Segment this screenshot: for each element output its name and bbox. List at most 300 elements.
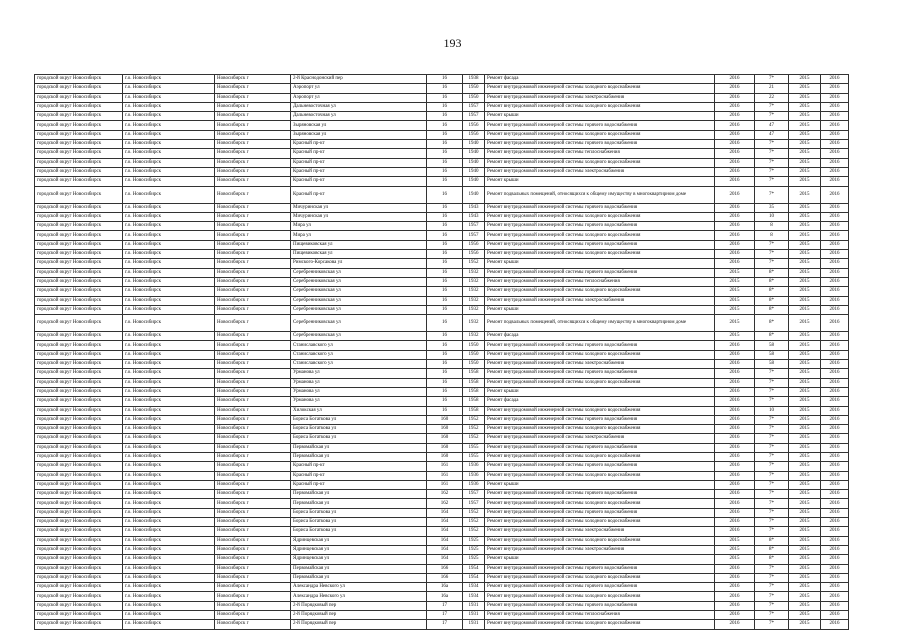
cell-start-year: 2015 [789,167,821,176]
cell-plan-year: 2016 [715,186,755,203]
cell-start-year: 2015 [789,527,821,536]
cell-end-year: 2016 [821,564,849,573]
table-row [35,296,849,305]
cell-ref-code: 7* [755,564,789,573]
cell-municipality: городской округ Новосибирск [35,601,123,610]
cell-build-year: 1958 [463,369,485,378]
cell-locality: Новосибирск г [215,305,291,314]
cell-plan-year: 2016 [715,212,755,221]
cell-locality: Новосибирск г [215,518,291,527]
table-row [35,102,849,111]
cell-ref-code: 8* [755,545,789,554]
cell-municipality: городской округ Новосибирск [35,112,123,121]
cell-end-year: 2016 [821,332,849,341]
cell-locality: Новосибирск г [215,564,291,573]
cell-locality: Новосибирск г [215,462,291,471]
cell-plan-year: 2016 [715,102,755,111]
cell-work-type: Ремонт внутридомовой инженерной системы горячего водоснабжения [485,564,715,573]
cell-plan-year: 2016 [715,140,755,149]
cell-start-year: 2015 [789,158,821,167]
cell-plan-year: 2016 [715,611,755,620]
cell-house-number: 161 [427,462,463,471]
cell-house-number: 164 [427,536,463,545]
cell-build-year: 1936 [463,462,485,471]
cell-ref-code: 7* [755,369,789,378]
cell-ref-code: 10 [755,212,789,221]
cell-municipality: городской округ Новосибирск [35,611,123,620]
cell-end-year: 2016 [821,490,849,499]
cell-street: Красный пр-кт [291,480,427,489]
cell-municipality: городской округ Новосибирск [35,305,123,314]
table-row [35,177,849,186]
cell-settlement: г.о. Новосибирск [123,158,215,167]
cell-ref-code: 35 [755,203,789,212]
cell-build-year: 1932 [463,277,485,286]
cell-plan-year: 2016 [715,259,755,268]
cell-street: Мичуринская ул [291,203,427,212]
cell-start-year: 2015 [789,93,821,102]
cell-ref-code: 7* [755,434,789,443]
cell-ref-code: 7* [755,387,789,396]
cell-plan-year: 2016 [715,93,755,102]
table-row [35,158,849,167]
cell-ref-code: 7* [755,140,789,149]
cell-plan-year: 2016 [715,350,755,359]
table-row [35,611,849,620]
table-row [35,555,849,564]
cell-locality: Новосибирск г [215,167,291,176]
cell-end-year: 2016 [821,601,849,610]
cell-locality: Новосибирск г [215,240,291,249]
cell-build-year: 1932 [463,315,485,332]
cell-end-year: 2016 [821,425,849,434]
cell-build-year: 1943 [463,203,485,212]
cell-ref-code: 7* [755,177,789,186]
cell-locality: Новосибирск г [215,471,291,480]
cell-street: Первомайская ул [291,490,427,499]
cell-house-number: 16 [427,378,463,387]
cell-plan-year: 2015 [715,268,755,277]
cell-build-year: 1934 [463,592,485,601]
cell-locality: Новосибирск г [215,415,291,424]
cell-street: Зыряновская ул [291,130,427,139]
cell-municipality: городской округ Новосибирск [35,415,123,424]
cell-start-year: 2015 [789,536,821,545]
cell-ref-code: 7* [755,527,789,536]
cell-end-year: 2016 [821,102,849,111]
cell-municipality: городской округ Новосибирск [35,536,123,545]
cell-settlement: г.о. Новосибирск [123,564,215,573]
cell-plan-year: 2016 [715,462,755,471]
cell-plan-year: 2016 [715,583,755,592]
cell-street: Красный пр-кт [291,140,427,149]
cell-build-year: 1940 [463,140,485,149]
page-number: 193 [443,36,462,50]
cell-municipality: городской округ Новосибирск [35,158,123,167]
cell-end-year: 2016 [821,573,849,582]
cell-start-year: 2015 [789,360,821,369]
cell-plan-year: 2016 [715,415,755,424]
cell-end-year: 2016 [821,121,849,130]
cell-start-year: 2015 [789,315,821,332]
cell-end-year: 2016 [821,360,849,369]
cell-house-number: 16 [427,397,463,406]
cell-work-type: Ремонт внутридомовой инженерной системы электроснабжения [485,360,715,369]
cell-build-year: 1931 [463,601,485,610]
cell-street: Станиславского ул [291,350,427,359]
table-row [35,130,849,139]
cell-ref-code: 8* [755,296,789,305]
cell-build-year: 1932 [463,287,485,296]
cell-municipality: городской округ Новосибирск [35,443,123,452]
cell-ref-code: 7* [755,480,789,489]
cell-street: Первомайская ул [291,443,427,452]
cell-house-number: 166 [427,564,463,573]
cell-build-year: 1950 [463,350,485,359]
cell-end-year: 2016 [821,555,849,564]
cell-house-number: 16 [427,287,463,296]
cell-settlement: г.о. Новосибирск [123,167,215,176]
cell-start-year: 2015 [789,564,821,573]
table-row [35,93,849,102]
cell-start-year: 2015 [789,149,821,158]
cell-start-year: 2015 [789,480,821,489]
table-row [35,378,849,387]
cell-start-year: 2015 [789,518,821,527]
cell-ref-code: 7* [755,518,789,527]
cell-municipality: городской округ Новосибирск [35,140,123,149]
cell-house-number: 17 [427,620,463,629]
cell-start-year: 2015 [789,415,821,424]
cell-end-year: 2016 [821,378,849,387]
cell-start-year: 2015 [789,341,821,350]
cell-locality: Новосибирск г [215,130,291,139]
cell-plan-year: 2016 [715,84,755,93]
table-row [35,452,849,461]
table-row [35,601,849,610]
cell-end-year: 2016 [821,499,849,508]
cell-work-type: Ремонт внутридомовой инженерной системы холодного водоснабжения [485,518,715,527]
table-row [35,369,849,378]
cell-build-year: 1931 [463,611,485,620]
cell-start-year: 2015 [789,203,821,212]
cell-municipality: городской округ Новосибирск [35,277,123,286]
cell-ref-code: 7* [755,611,789,620]
table-row [35,480,849,489]
cell-work-type: Ремонт внутридомовой инженерной системы холодного водоснабжения [485,102,715,111]
table-row [35,203,849,212]
cell-work-type: Ремонт внутридомовой инженерной системы холодного водоснабжения [485,287,715,296]
cell-municipality: городской округ Новосибирск [35,508,123,517]
cell-plan-year: 2016 [715,527,755,536]
cell-municipality: городской округ Новосибирск [35,378,123,387]
cell-settlement: г.о. Новосибирск [123,287,215,296]
cell-municipality: городской округ Новосибирск [35,222,123,231]
cell-street: Мира ул [291,231,427,240]
cell-plan-year: 2016 [715,387,755,396]
cell-build-year: 1958 [463,406,485,415]
cell-plan-year: 2015 [715,277,755,286]
cell-locality: Новосибирск г [215,250,291,259]
cell-locality: Новосибирск г [215,452,291,461]
cell-municipality: городской округ Новосибирск [35,287,123,296]
cell-house-number: 16 [427,167,463,176]
cell-locality: Новосибирск г [215,231,291,240]
cell-work-type: Ремонт крыши [485,480,715,489]
cell-end-year: 2016 [821,177,849,186]
cell-plan-year: 2016 [715,369,755,378]
cell-work-type: Ремонт внутридомовой инженерной системы электроснабжения [485,545,715,554]
cell-work-type: Ремонт внутридомовой инженерной системы горячего водоснабжения [485,341,715,350]
cell-start-year: 2015 [789,268,821,277]
cell-work-type: Ремонт внутридомовой инженерной системы холодного водоснабжения [485,471,715,480]
cell-ref-code: 7* [755,499,789,508]
cell-build-year: 1940 [463,158,485,167]
cell-street: Серебренниковская ул [291,296,427,305]
cell-build-year: 1936 [463,471,485,480]
cell-house-number: 16 [427,305,463,314]
cell-locality: Новосибирск г [215,406,291,415]
cell-start-year: 2015 [789,462,821,471]
cell-work-type: Ремонт внутридомовой инженерной системы горячего водоснабжения [485,490,715,499]
cell-settlement: г.о. Новосибирск [123,490,215,499]
cell-municipality: городской округ Новосибирск [35,573,123,582]
cell-street: Бориса Богаткова ул [291,527,427,536]
table-row [35,305,849,314]
cell-ref-code: 8* [755,315,789,332]
cell-ref-code: 8* [755,555,789,564]
cell-house-number: 16 [427,212,463,221]
cell-plan-year: 2016 [715,203,755,212]
cell-locality: Новосибирск г [215,186,291,203]
cell-end-year: 2016 [821,149,849,158]
table-row [35,332,849,341]
cell-settlement: г.о. Новосибирск [123,611,215,620]
cell-settlement: г.о. Новосибирск [123,434,215,443]
cell-end-year: 2016 [821,222,849,231]
cell-work-type: Ремонт фасада [485,75,715,84]
cell-end-year: 2016 [821,592,849,601]
cell-work-type: Ремонт внутридомовой инженерной системы холодного водоснабжения [485,425,715,434]
cell-build-year: 1956 [463,130,485,139]
table-row [35,583,849,592]
table-row [35,443,849,452]
cell-ref-code: 58 [755,341,789,350]
cell-house-number: 16 [427,93,463,102]
table-row [35,121,849,130]
repair-schedule-table [34,74,849,630]
cell-plan-year: 2016 [715,573,755,582]
cell-start-year: 2015 [789,573,821,582]
cell-street: Станиславского ул [291,360,427,369]
cell-ref-code: 8 [755,231,789,240]
cell-locality: Новосибирск г [215,112,291,121]
cell-build-year: 1932 [463,296,485,305]
cell-plan-year: 2016 [715,341,755,350]
cell-ref-code: 7* [755,443,789,452]
cell-work-type: Ремонт крыши [485,112,715,121]
cell-ref-code: 7* [755,75,789,84]
cell-locality: Новосибирск г [215,397,291,406]
cell-work-type: Ремонт внутридомовой инженерной системы электроснабжения [485,296,715,305]
cell-end-year: 2016 [821,287,849,296]
cell-plan-year: 2015 [715,555,755,564]
cell-ref-code: 7* [755,425,789,434]
table-row [35,471,849,480]
cell-ref-code: 7* [755,112,789,121]
cell-end-year: 2016 [821,305,849,314]
cell-ref-code: 58 [755,350,789,359]
cell-build-year: 1940 [463,186,485,203]
cell-street: Дальневосточная ул [291,112,427,121]
cell-ref-code: 7* [755,592,789,601]
cell-ref-code: 7* [755,167,789,176]
cell-end-year: 2016 [821,250,849,259]
cell-house-number: 164 [427,518,463,527]
cell-work-type: Ремонт внутридомовой инженерной системы теплоснабжения [485,611,715,620]
cell-settlement: г.о. Новосибирск [123,397,215,406]
cell-start-year: 2015 [789,250,821,259]
table-row [35,406,849,415]
cell-street: Серебренниковская ул [291,277,427,286]
cell-ref-code: 7* [755,240,789,249]
cell-work-type: Ремонт внутридомовой инженерной системы холодного водоснабжения [485,130,715,139]
cell-house-number: 16 [427,222,463,231]
cell-settlement: г.о. Новосибирск [123,341,215,350]
cell-ref-code: 7* [755,415,789,424]
cell-settlement: г.о. Новосибирск [123,583,215,592]
cell-ref-code: 7* [755,102,789,111]
cell-work-type: Ремонт внутридомовой инженерной системы холодного водоснабжения [485,536,715,545]
cell-municipality: городской округ Новосибирск [35,341,123,350]
cell-street: 2-й Порядковый пер [291,601,427,610]
cell-house-number: 160 [427,425,463,434]
cell-settlement: г.о. Новосибирск [123,573,215,582]
cell-start-year: 2015 [789,452,821,461]
table-row [35,287,849,296]
cell-settlement: г.о. Новосибирск [123,555,215,564]
cell-ref-code: 21 [755,84,789,93]
cell-house-number: 16 [427,315,463,332]
table-row [35,592,849,601]
cell-build-year: 1932 [463,332,485,341]
cell-start-year: 2015 [789,130,821,139]
cell-end-year: 2016 [821,277,849,286]
cell-plan-year: 2016 [715,121,755,130]
cell-settlement: г.о. Новосибирск [123,378,215,387]
cell-municipality: городской округ Новосибирск [35,259,123,268]
cell-house-number: 16 [427,268,463,277]
cell-work-type: Ремонт внутридомовой инженерной системы холодного водоснабжения [485,620,715,629]
cell-end-year: 2016 [821,140,849,149]
cell-build-year: 1957 [463,112,485,121]
cell-house-number: 164 [427,555,463,564]
cell-municipality: городской округ Новосибирск [35,620,123,629]
cell-house-number: 160 [427,434,463,443]
cell-settlement: г.о. Новосибирск [123,112,215,121]
cell-municipality: городской округ Новосибирск [35,212,123,221]
cell-start-year: 2015 [789,75,821,84]
cell-settlement: г.о. Новосибирск [123,140,215,149]
cell-plan-year: 2016 [715,471,755,480]
cell-settlement: г.о. Новосибирск [123,231,215,240]
cell-settlement: г.о. Новосибирск [123,601,215,610]
cell-ref-code: 47 [755,121,789,130]
cell-end-year: 2016 [821,259,849,268]
cell-build-year: 1925 [463,555,485,564]
cell-plan-year: 2016 [715,443,755,452]
cell-ref-code: 7* [755,149,789,158]
cell-start-year: 2015 [789,555,821,564]
cell-locality: Новосибирск г [215,93,291,102]
cell-end-year: 2016 [821,84,849,93]
cell-street: Ядринцевская ул [291,545,427,554]
table-row [35,397,849,406]
cell-house-number: 162 [427,490,463,499]
cell-street: 2-й Краснодонский пер [291,75,427,84]
cell-build-year: 1936 [463,480,485,489]
cell-locality: Новосибирск г [215,268,291,277]
cell-plan-year: 2016 [715,592,755,601]
cell-settlement: г.о. Новосибирск [123,406,215,415]
cell-street: Красный пр-кт [291,186,427,203]
cell-build-year: 1940 [463,149,485,158]
cell-build-year: 1950 [463,84,485,93]
table-row [35,112,849,121]
cell-start-year: 2015 [789,387,821,396]
cell-municipality: городской округ Новосибирск [35,545,123,554]
cell-work-type: Ремонт внутридомовой инженерной системы электроснабжения [485,527,715,536]
cell-municipality: городской округ Новосибирск [35,203,123,212]
cell-municipality: городской округ Новосибирск [35,296,123,305]
cell-end-year: 2016 [821,231,849,240]
cell-plan-year: 2016 [715,425,755,434]
cell-municipality: городской округ Новосибирск [35,149,123,158]
cell-settlement: г.о. Новосибирск [123,93,215,102]
cell-plan-year: 2016 [715,480,755,489]
cell-build-year: 1940 [463,167,485,176]
cell-settlement: г.о. Новосибирск [123,296,215,305]
cell-municipality: городской округ Новосибирск [35,406,123,415]
cell-house-number: 16 [427,277,463,286]
cell-house-number: 16 [427,341,463,350]
cell-house-number: 160 [427,452,463,461]
cell-build-year: 1954 [463,573,485,582]
cell-work-type: Ремонт крыши [485,177,715,186]
cell-plan-year: 2016 [715,601,755,610]
cell-build-year: 1925 [463,545,485,554]
table-row [35,231,849,240]
cell-locality: Новосибирск г [215,84,291,93]
cell-start-year: 2015 [789,490,821,499]
cell-work-type: Ремонт внутридомовой инженерной системы горячего водоснабжения [485,369,715,378]
table-row [35,240,849,249]
cell-house-number: 16 [427,240,463,249]
table-row [35,518,849,527]
cell-street: Красный пр-кт [291,462,427,471]
cell-work-type: Ремонт внутридомовой инженерной системы холодного водоснабжения [485,212,715,221]
cell-locality: Новосибирск г [215,378,291,387]
cell-ref-code: 8* [755,277,789,286]
cell-street: Урманова ул [291,378,427,387]
cell-street: Красный пр-кт [291,158,427,167]
cell-municipality: городской округ Новосибирск [35,564,123,573]
cell-municipality: городской округ Новосибирск [35,490,123,499]
cell-build-year: 1952 [463,518,485,527]
cell-locality: Новосибирск г [215,490,291,499]
cell-build-year: 1957 [463,231,485,240]
cell-end-year: 2016 [821,620,849,629]
